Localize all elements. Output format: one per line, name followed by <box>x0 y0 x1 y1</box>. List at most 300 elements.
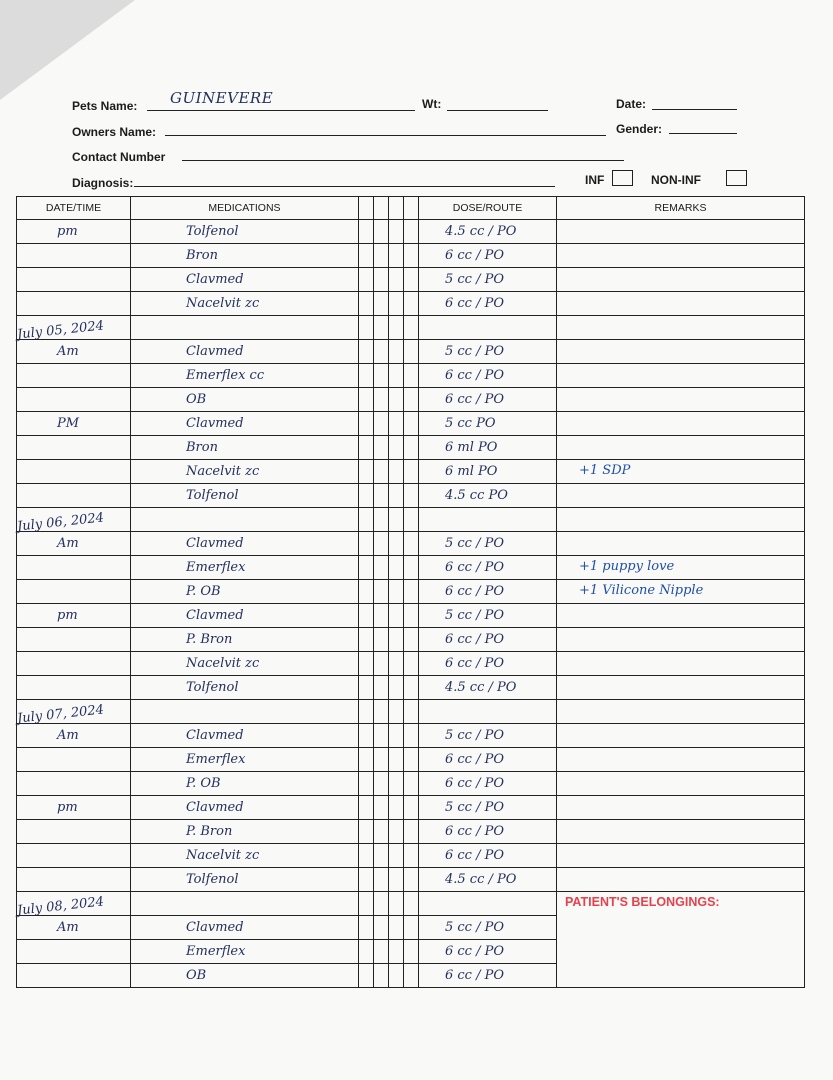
pets-name-value[interactable]: GUINEVERE <box>170 89 274 107</box>
cell-blank[interactable] <box>404 484 419 508</box>
cell-blank[interactable] <box>404 268 419 292</box>
cell-blank[interactable] <box>389 388 404 412</box>
table-row <box>17 460 805 484</box>
cell-blank[interactable] <box>404 316 419 340</box>
cell-date[interactable] <box>17 292 131 316</box>
cell-dose-route[interactable] <box>419 364 557 388</box>
cell-blank[interactable] <box>404 436 419 460</box>
cell-blank[interactable] <box>389 820 404 844</box>
cell-medication-text: P. Bron <box>186 632 233 647</box>
cell-remarks[interactable] <box>557 868 805 892</box>
cell-date[interactable] <box>17 220 131 244</box>
cell-blank[interactable] <box>359 940 374 964</box>
table-row <box>17 628 805 652</box>
cell-date[interactable] <box>17 796 131 820</box>
cell-remarks[interactable] <box>557 676 805 700</box>
cell-date[interactable] <box>17 364 131 388</box>
cell-blank[interactable] <box>374 292 389 316</box>
cell-blank[interactable] <box>374 772 389 796</box>
cell-blank[interactable] <box>374 556 389 580</box>
cell-blank[interactable] <box>404 676 419 700</box>
cell-dose-route[interactable] <box>419 436 557 460</box>
cell-date[interactable] <box>17 436 131 460</box>
cell-date[interactable] <box>17 820 131 844</box>
cell-date[interactable] <box>17 628 131 652</box>
cell-blank[interactable] <box>389 892 404 916</box>
cell-date[interactable] <box>17 964 131 988</box>
cell-date-text: Am <box>57 536 79 551</box>
cell-remarks[interactable] <box>557 580 805 604</box>
cell-blank[interactable] <box>404 388 419 412</box>
cell-blank[interactable] <box>374 820 389 844</box>
cell-blank[interactable] <box>359 700 374 724</box>
cell-blank[interactable] <box>359 604 374 628</box>
cell-date-text: July 07, 2024 <box>16 702 105 727</box>
cell-remarks[interactable] <box>557 724 805 748</box>
cell-blank[interactable] <box>389 292 404 316</box>
cell-medication[interactable] <box>131 940 359 964</box>
cell-blank[interactable] <box>389 772 404 796</box>
cell-blank[interactable] <box>404 940 419 964</box>
cell-dose-route[interactable] <box>419 748 557 772</box>
diagnosis-line[interactable] <box>134 186 555 187</box>
cell-blank[interactable] <box>359 820 374 844</box>
cell-blank[interactable] <box>404 652 419 676</box>
cell-remarks[interactable] <box>557 388 805 412</box>
cell-blank[interactable] <box>404 964 419 988</box>
cell-blank[interactable] <box>374 508 389 532</box>
table-row <box>17 964 805 988</box>
cell-blank[interactable] <box>374 964 389 988</box>
cell-blank[interactable] <box>359 460 374 484</box>
cell-blank[interactable] <box>374 652 389 676</box>
cell-remarks[interactable] <box>557 532 805 556</box>
cell-medication[interactable] <box>131 628 359 652</box>
cell-date[interactable] <box>17 940 131 964</box>
cell-dose-route-text: 5 cc / PO <box>445 728 505 743</box>
cell-dose-route[interactable] <box>419 916 557 940</box>
cell-remarks[interactable] <box>557 436 805 460</box>
cell-remarks[interactable] <box>557 604 805 628</box>
cell-blank[interactable] <box>374 460 389 484</box>
cell-medication-text: OB <box>186 392 207 407</box>
cell-dose-route[interactable] <box>419 652 557 676</box>
cell-date[interactable] <box>17 268 131 292</box>
table-row <box>17 508 805 532</box>
cell-blank[interactable] <box>374 868 389 892</box>
cell-blank[interactable] <box>389 484 404 508</box>
cell-remarks[interactable] <box>557 340 805 364</box>
cell-medication[interactable] <box>131 604 359 628</box>
cell-date[interactable] <box>17 844 131 868</box>
cell-remarks[interactable] <box>557 700 805 724</box>
cell-dose-route[interactable] <box>419 700 557 724</box>
cell-blank[interactable] <box>374 796 389 820</box>
cell-medication[interactable] <box>131 460 359 484</box>
cell-medication-text: Clavmed <box>186 416 244 431</box>
cell-blank[interactable] <box>389 868 404 892</box>
cell-dose-route[interactable] <box>419 244 557 268</box>
cell-dose-route[interactable] <box>419 820 557 844</box>
cell-blank[interactable] <box>359 796 374 820</box>
cell-medication[interactable] <box>131 796 359 820</box>
cell-remarks[interactable] <box>557 316 805 340</box>
cell-date[interactable] <box>17 748 131 772</box>
cell-medication[interactable] <box>131 868 359 892</box>
cell-blank[interactable] <box>404 820 419 844</box>
cell-medication-text: Emerflex <box>186 752 246 767</box>
cell-blank[interactable] <box>389 604 404 628</box>
date-line[interactable] <box>652 109 737 110</box>
cell-blank[interactable] <box>404 844 419 868</box>
cell-blank[interactable] <box>389 964 404 988</box>
cell-dose-route[interactable] <box>419 868 557 892</box>
cell-dose-route[interactable] <box>419 796 557 820</box>
cell-blank[interactable] <box>374 532 389 556</box>
cell-blank[interactable] <box>389 796 404 820</box>
cell-blank[interactable] <box>404 580 419 604</box>
cell-blank[interactable] <box>404 508 419 532</box>
cell-date[interactable] <box>17 388 131 412</box>
cell-blank[interactable] <box>374 316 389 340</box>
cell-medication[interactable] <box>131 748 359 772</box>
cell-dose-route-text: 6 cc / PO <box>445 560 505 575</box>
cell-medication[interactable] <box>131 436 359 460</box>
cell-blank[interactable] <box>359 892 374 916</box>
cell-blank[interactable] <box>374 916 389 940</box>
cell-remarks[interactable] <box>557 964 805 988</box>
cell-date[interactable] <box>16 700 131 727</box>
cell-medication[interactable] <box>131 964 359 988</box>
cell-blank[interactable] <box>389 460 404 484</box>
cell-blank[interactable] <box>404 748 419 772</box>
cell-blank[interactable] <box>374 436 389 460</box>
cell-medication[interactable] <box>131 820 359 844</box>
cell-blank[interactable] <box>389 676 404 700</box>
cell-blank[interactable] <box>404 868 419 892</box>
cell-dose-route[interactable] <box>419 964 557 988</box>
cell-date[interactable] <box>17 604 131 628</box>
cell-blank[interactable] <box>404 724 419 748</box>
cell-blank[interactable] <box>374 940 389 964</box>
cell-dose-route[interactable] <box>419 940 557 964</box>
cell-remarks[interactable] <box>557 508 805 532</box>
noninf-label: NON-INF <box>651 173 701 187</box>
cell-blank[interactable] <box>374 676 389 700</box>
cell-dose-route[interactable] <box>419 844 557 868</box>
cell-medication-text: Clavmed <box>186 920 244 935</box>
cell-blank[interactable] <box>359 340 374 364</box>
header-blank-2 <box>374 197 389 220</box>
cell-date[interactable] <box>17 244 131 268</box>
cell-blank[interactable] <box>404 460 419 484</box>
cell-blank[interactable] <box>374 724 389 748</box>
cell-blank[interactable] <box>389 340 404 364</box>
cell-blank[interactable] <box>374 388 389 412</box>
cell-dose-route[interactable] <box>419 532 557 556</box>
cell-dose-route[interactable] <box>419 340 557 364</box>
cell-medication[interactable] <box>131 724 359 748</box>
cell-medication[interactable] <box>131 268 359 292</box>
cell-dose-route[interactable] <box>419 412 557 436</box>
cell-remarks[interactable] <box>557 652 805 676</box>
cell-date[interactable] <box>17 724 131 748</box>
cell-blank[interactable] <box>404 244 419 268</box>
cell-dose-route[interactable] <box>419 556 557 580</box>
cell-medication[interactable] <box>131 532 359 556</box>
cell-dose-route[interactable] <box>419 484 557 508</box>
cell-blank[interactable] <box>389 316 404 340</box>
cell-medication[interactable] <box>131 844 359 868</box>
cell-blank[interactable] <box>374 268 389 292</box>
cell-blank[interactable] <box>374 844 389 868</box>
cell-blank[interactable] <box>359 484 374 508</box>
cell-blank[interactable] <box>389 532 404 556</box>
cell-blank[interactable] <box>389 436 404 460</box>
cell-blank[interactable] <box>359 388 374 412</box>
cell-date[interactable] <box>17 868 131 892</box>
noninf-checkbox[interactable] <box>726 170 747 186</box>
cell-blank[interactable] <box>404 628 419 652</box>
diagnosis-label: Diagnosis: <box>72 176 134 190</box>
cell-blank[interactable] <box>359 268 374 292</box>
cell-remarks[interactable] <box>557 484 805 508</box>
cell-dose-route-text: 6 cc / PO <box>445 752 505 767</box>
cell-dose-route[interactable] <box>419 220 557 244</box>
cell-remarks[interactable] <box>557 412 805 436</box>
cell-blank[interactable] <box>374 412 389 436</box>
cell-blank[interactable] <box>359 292 374 316</box>
cell-blank[interactable] <box>404 796 419 820</box>
cell-blank[interactable] <box>374 580 389 604</box>
cell-medication[interactable] <box>131 580 359 604</box>
cell-medication[interactable] <box>131 244 359 268</box>
cell-remarks[interactable] <box>557 748 805 772</box>
cell-medication[interactable] <box>131 772 359 796</box>
cell-blank[interactable] <box>389 412 404 436</box>
medication-sheet-table <box>16 196 805 988</box>
cell-dose-route[interactable] <box>419 724 557 748</box>
cell-blank[interactable] <box>359 772 374 796</box>
cell-blank[interactable] <box>374 700 389 724</box>
cell-medication-text: Tolfenol <box>186 224 239 239</box>
cell-blank[interactable] <box>374 340 389 364</box>
cell-blank[interactable] <box>359 844 374 868</box>
cell-blank[interactable] <box>389 628 404 652</box>
cell-blank[interactable] <box>389 940 404 964</box>
cell-remarks-text: +1 SDP <box>579 463 631 478</box>
cell-blank[interactable] <box>389 220 404 244</box>
cell-blank[interactable] <box>374 604 389 628</box>
owners-name-line[interactable] <box>165 135 606 136</box>
date-label: Date: <box>616 97 647 111</box>
cell-medication[interactable] <box>131 676 359 700</box>
cell-medication[interactable] <box>131 508 359 532</box>
cell-medication[interactable] <box>131 556 359 580</box>
cell-blank[interactable] <box>404 292 419 316</box>
cell-blank[interactable] <box>404 556 419 580</box>
cell-dose-route[interactable] <box>419 580 557 604</box>
cell-remarks[interactable] <box>557 220 805 244</box>
cell-date[interactable] <box>17 532 131 556</box>
cell-blank[interactable] <box>404 340 419 364</box>
cell-blank[interactable] <box>404 532 419 556</box>
cell-dose-route[interactable] <box>419 316 557 340</box>
cell-dose-route[interactable] <box>419 628 557 652</box>
cell-remarks[interactable] <box>557 796 805 820</box>
cell-blank[interactable] <box>389 556 404 580</box>
cell-medication-text: Nacelvit zc <box>186 296 260 311</box>
cell-medication[interactable] <box>131 892 359 916</box>
inf-checkbox[interactable] <box>612 170 633 186</box>
cell-blank[interactable] <box>404 700 419 724</box>
cell-blank[interactable] <box>374 484 389 508</box>
cell-blank[interactable] <box>359 244 374 268</box>
cell-dose-route[interactable] <box>419 604 557 628</box>
cell-blank[interactable] <box>389 652 404 676</box>
cell-remarks[interactable] <box>557 460 805 484</box>
cell-date[interactable] <box>17 916 131 940</box>
cell-blank[interactable] <box>359 556 374 580</box>
cell-blank[interactable] <box>359 724 374 748</box>
cell-blank[interactable] <box>404 364 419 388</box>
cell-blank[interactable] <box>389 364 404 388</box>
cell-date-text: July 06, 2024 <box>16 510 105 535</box>
cell-blank[interactable] <box>359 220 374 244</box>
cell-dose-route[interactable] <box>419 460 557 484</box>
cell-date[interactable] <box>16 508 131 535</box>
cell-medication[interactable] <box>131 412 359 436</box>
cell-blank[interactable] <box>374 220 389 244</box>
cell-blank[interactable] <box>374 244 389 268</box>
pets-name-label: Pets Name: <box>72 99 138 113</box>
cell-medication[interactable] <box>131 388 359 412</box>
cell-remarks[interactable] <box>557 292 805 316</box>
cell-date[interactable] <box>17 772 131 796</box>
table-row <box>17 772 805 796</box>
cell-blank[interactable] <box>359 580 374 604</box>
cell-blank[interactable] <box>389 700 404 724</box>
cell-date[interactable] <box>17 556 131 580</box>
cell-remarks-text: +1 Vilicone Nipple <box>579 583 704 598</box>
cell-blank[interactable] <box>359 964 374 988</box>
cell-medication-text: Tolfenol <box>186 872 239 887</box>
cell-date[interactable] <box>17 340 131 364</box>
cell-date[interactable] <box>17 460 131 484</box>
cell-dose-route[interactable] <box>419 508 557 532</box>
cell-medication[interactable] <box>131 484 359 508</box>
table-row <box>17 220 805 244</box>
cell-medication[interactable] <box>131 916 359 940</box>
cell-blank[interactable] <box>404 220 419 244</box>
cell-date[interactable] <box>17 676 131 700</box>
cell-blank[interactable] <box>359 652 374 676</box>
cell-remarks[interactable] <box>557 820 805 844</box>
cell-blank[interactable] <box>374 628 389 652</box>
cell-dose-route-text: 6 cc / PO <box>445 968 505 983</box>
cell-dose-route[interactable] <box>419 268 557 292</box>
cell-blank[interactable] <box>359 676 374 700</box>
cell-dose-route[interactable] <box>419 292 557 316</box>
cell-medication[interactable] <box>131 340 359 364</box>
cell-medication[interactable] <box>131 700 359 724</box>
cell-date[interactable] <box>17 580 131 604</box>
cell-date[interactable] <box>16 892 131 919</box>
cell-date[interactable] <box>17 412 131 436</box>
cell-remarks[interactable] <box>557 940 805 964</box>
patients-belongings-label: PATIENT'S BELONGINGS: <box>565 895 720 909</box>
cell-blank[interactable] <box>389 844 404 868</box>
cell-blank[interactable] <box>359 748 374 772</box>
cell-blank[interactable] <box>389 508 404 532</box>
cell-blank[interactable] <box>374 748 389 772</box>
cell-blank[interactable] <box>389 724 404 748</box>
cell-dose-route[interactable] <box>419 892 557 916</box>
cell-blank[interactable] <box>359 412 374 436</box>
gender-line[interactable] <box>669 133 737 134</box>
cell-remarks[interactable] <box>557 916 805 940</box>
contact-line[interactable] <box>182 160 624 161</box>
table-row <box>17 940 805 964</box>
cell-blank[interactable] <box>359 628 374 652</box>
cell-blank[interactable] <box>404 412 419 436</box>
cell-blank[interactable] <box>359 916 374 940</box>
header-medications: MEDICATIONS <box>131 197 359 220</box>
cell-medication[interactable] <box>131 316 359 340</box>
cell-blank[interactable] <box>359 436 374 460</box>
cell-dose-route[interactable] <box>419 676 557 700</box>
cell-medication[interactable] <box>131 292 359 316</box>
cell-blank[interactable] <box>359 316 374 340</box>
cell-blank[interactable] <box>389 244 404 268</box>
cell-blank[interactable] <box>359 868 374 892</box>
cell-blank[interactable] <box>404 916 419 940</box>
cell-date[interactable] <box>16 316 131 343</box>
cell-remarks[interactable] <box>557 244 805 268</box>
cell-blank[interactable] <box>404 604 419 628</box>
cell-date[interactable] <box>17 652 131 676</box>
cell-blank[interactable] <box>404 892 419 916</box>
cell-remarks[interactable] <box>557 364 805 388</box>
cell-medication[interactable] <box>131 220 359 244</box>
cell-remarks[interactable] <box>557 628 805 652</box>
cell-blank[interactable] <box>389 580 404 604</box>
cell-medication[interactable] <box>131 364 359 388</box>
cell-dose-route[interactable] <box>419 388 557 412</box>
cell-dose-route-text: 4.5 cc PO <box>445 488 508 503</box>
cell-remarks[interactable] <box>557 268 805 292</box>
cell-remarks[interactable] <box>557 844 805 868</box>
cell-medication[interactable] <box>131 652 359 676</box>
cell-blank[interactable] <box>359 532 374 556</box>
cell-blank[interactable] <box>389 268 404 292</box>
cell-remarks[interactable] <box>557 556 805 580</box>
cell-date[interactable] <box>17 484 131 508</box>
cell-dose-route[interactable] <box>419 772 557 796</box>
table-row <box>17 292 805 316</box>
cell-blank[interactable] <box>359 508 374 532</box>
cell-blank[interactable] <box>374 892 389 916</box>
table-row <box>17 580 805 604</box>
cell-blank[interactable] <box>389 916 404 940</box>
wt-line[interactable] <box>447 110 548 111</box>
cell-blank[interactable] <box>404 772 419 796</box>
cell-blank[interactable] <box>389 748 404 772</box>
header-remarks: REMARKS <box>557 197 805 220</box>
cell-blank[interactable] <box>374 364 389 388</box>
cell-blank[interactable] <box>359 364 374 388</box>
cell-remarks[interactable] <box>557 772 805 796</box>
